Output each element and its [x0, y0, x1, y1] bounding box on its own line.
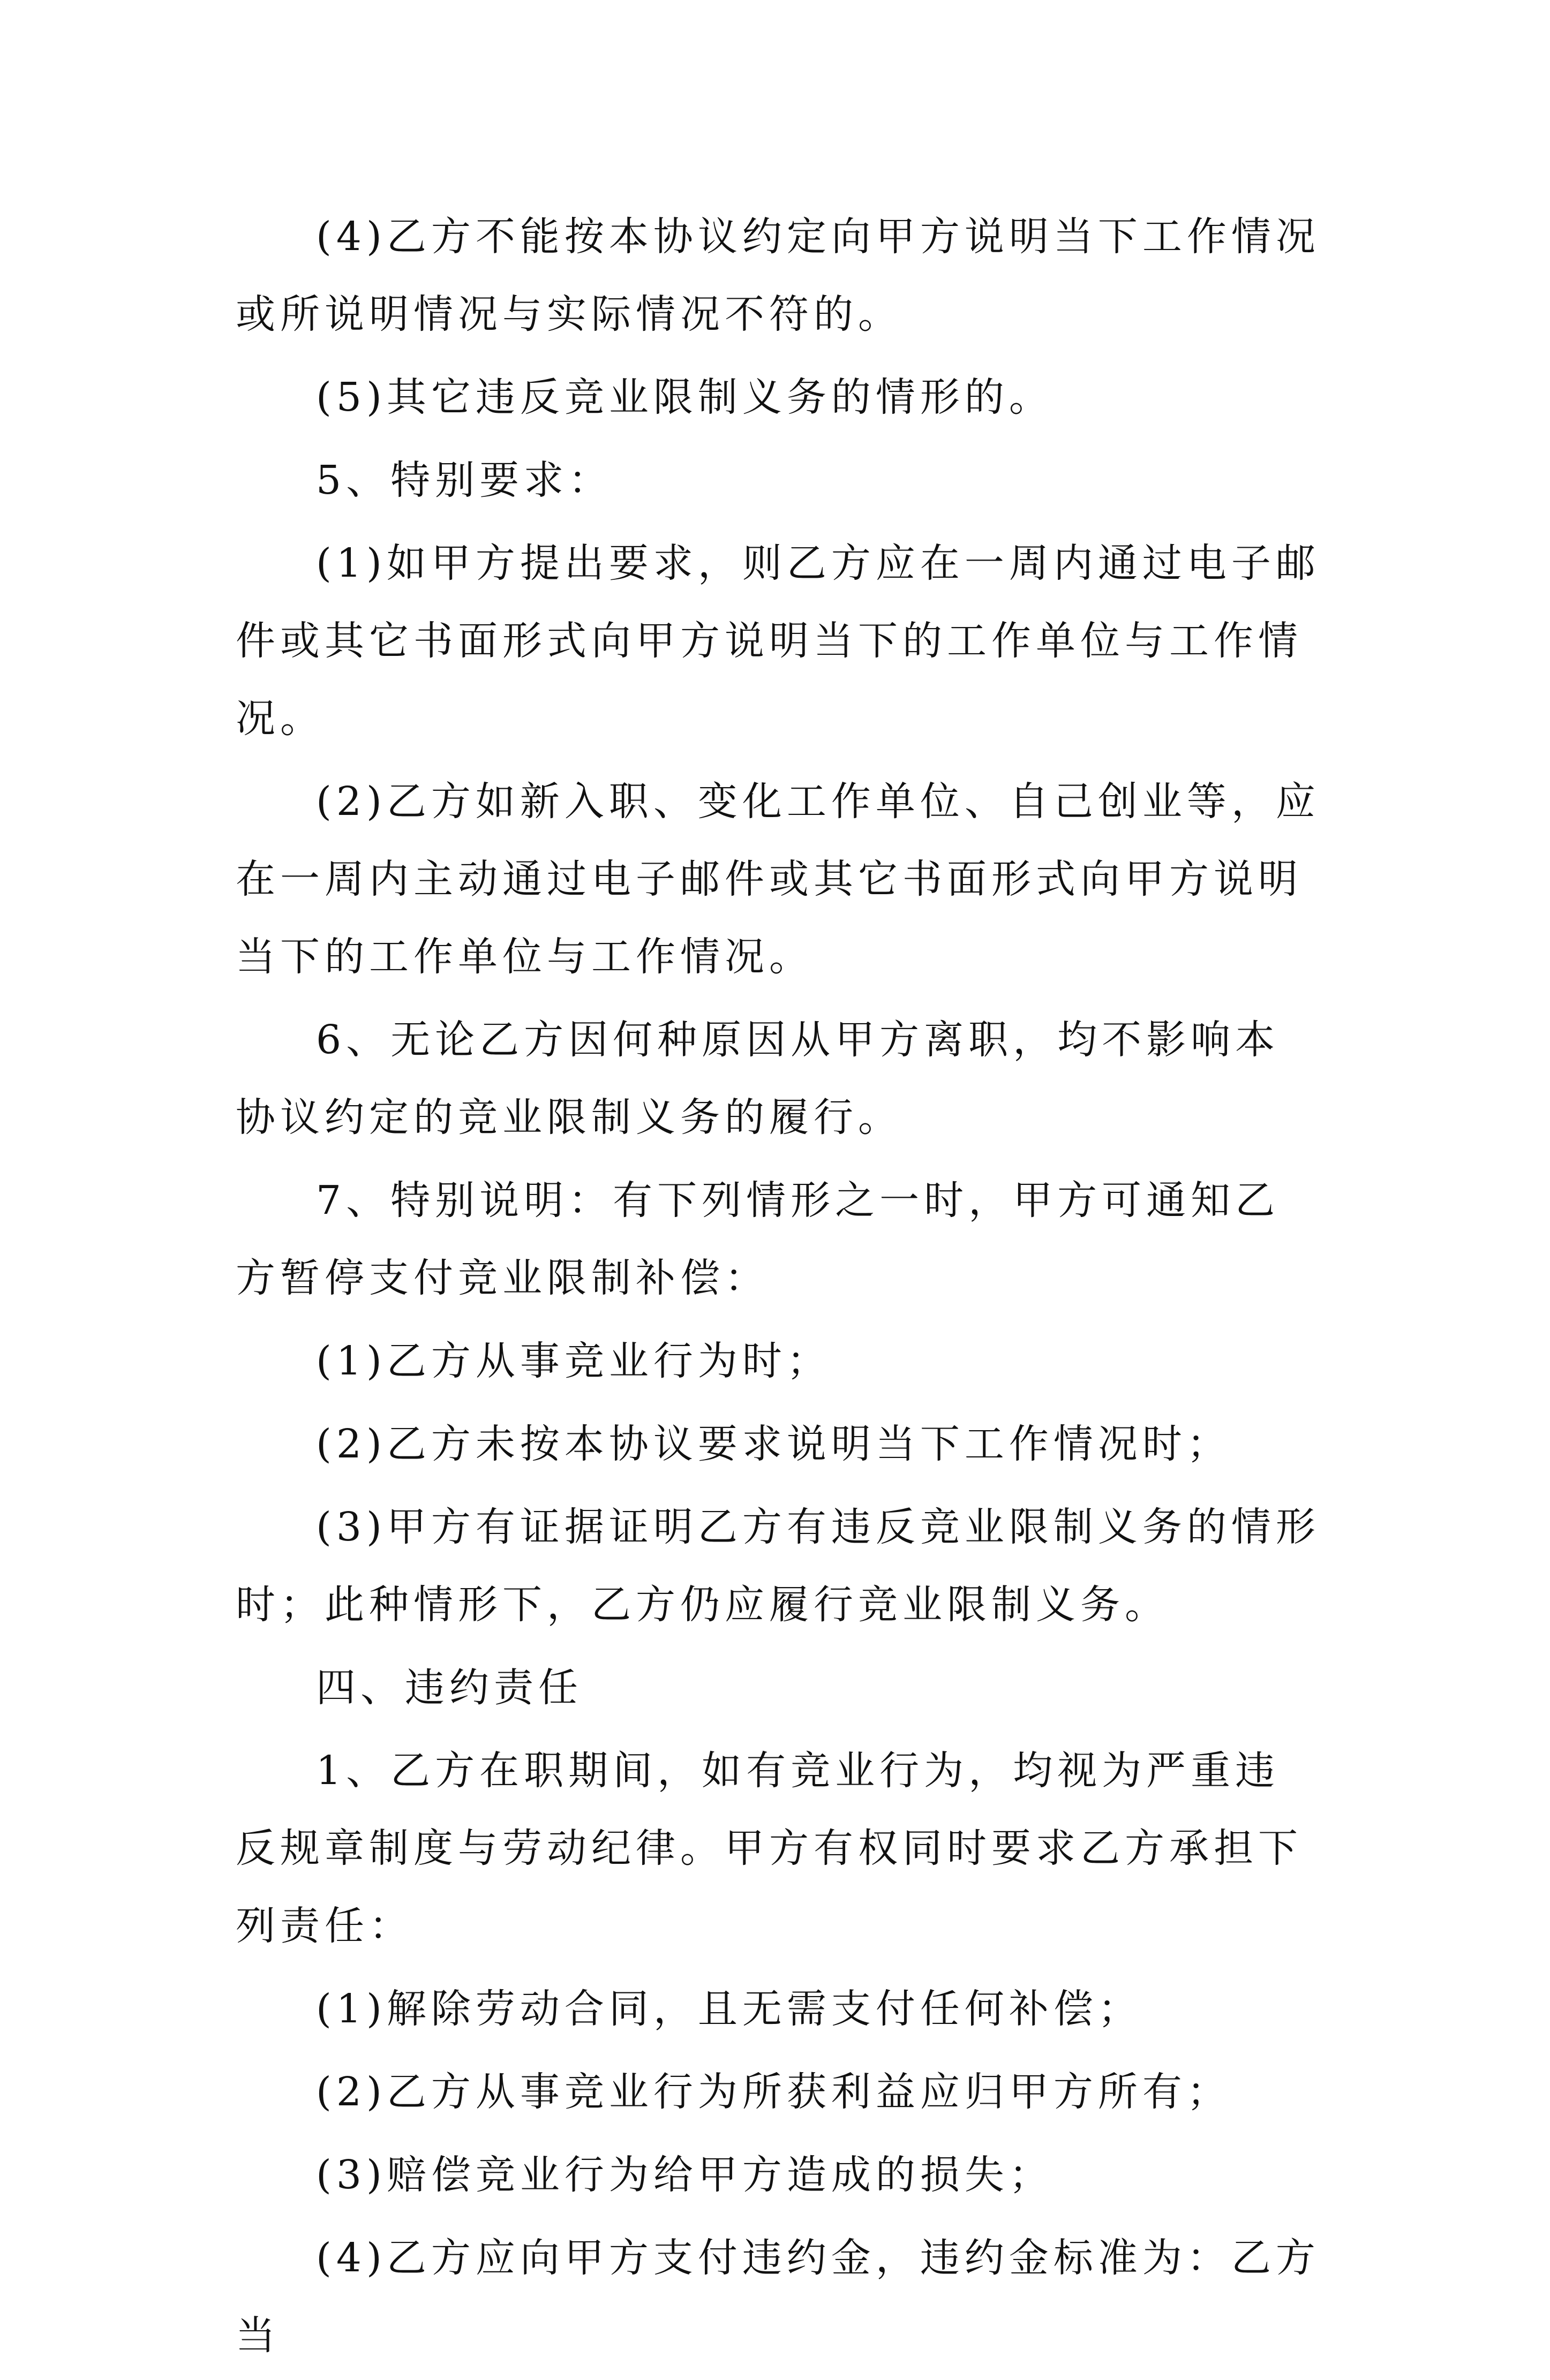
paragraph-item-6: 6、无论乙方因何种原因从甲方离职，均不影响本协议约定的竞业限制义务的履行。 — [236, 1017, 1280, 1140]
paragraph-suspension-3: (3)甲方有证据证明乙方有违反竞业限制义务的情形时；此种情形下，乙方仍应履行竞业限制义务。 — [236, 1504, 1320, 1628]
paragraph-clause-5: (5)其它违反竞业限制义务的情形的。 — [316, 374, 1054, 420]
paragraph-clause-4: (4)乙方不能按本协议约定向甲方说明当下工作情况或所说明情况与实际情况不符的。 — [236, 214, 1320, 337]
paragraph-liability-item-2: (2)乙方从事竞业行为所获利益应归甲方所有； — [316, 2069, 1231, 2115]
paragraph-suspension-1: (1)乙方从事竞业行为时； — [316, 1338, 831, 1384]
paragraph-special-requirements-heading: 5、特别要求： — [316, 457, 613, 503]
paragraph-suspension-2: (2)乙方未按本协议要求说明当下工作情况时； — [316, 1421, 1231, 1467]
section-heading-liability: 四、违约责任 — [316, 1665, 583, 1711]
paragraph-liability-1: 1、乙方在职期间，如有竞业行为，均视为严重违反规章制度与劳动纪律。甲方有权同时要求乙方承担下列责任： — [236, 1748, 1303, 1949]
paragraph-requirement-2: (2)乙方如新入职、变化工作单位、自己创业等，应在一周内主动通过电子邮件或其它书面形式向甲方说明当下的工作单位与工作情况。 — [236, 779, 1320, 980]
document-body — [236, 198, 1323, 2380]
paragraph-item-7: 7、特别说明：有下列情形之一时，甲方可通知乙方暂停支付竞业限制补偿： — [236, 1177, 1280, 1301]
paragraph-liability-item-4: (4)乙方应向甲方支付违约金，违约金标准为：乙方当 — [236, 2235, 1320, 2359]
paragraph-requirement-1: (1)如甲方提出要求，则乙方应在一周内通过电子邮件或其它书面形式向甲方说明当下的工作单位与工作情况。 — [236, 540, 1320, 742]
paragraph-liability-item-3: (3)赔偿竞业行为给甲方造成的损失； — [316, 2152, 1054, 2198]
paragraph-liability-item-1: (1)解除劳动合同，且无需支付任何补偿； — [316, 1986, 1142, 2032]
